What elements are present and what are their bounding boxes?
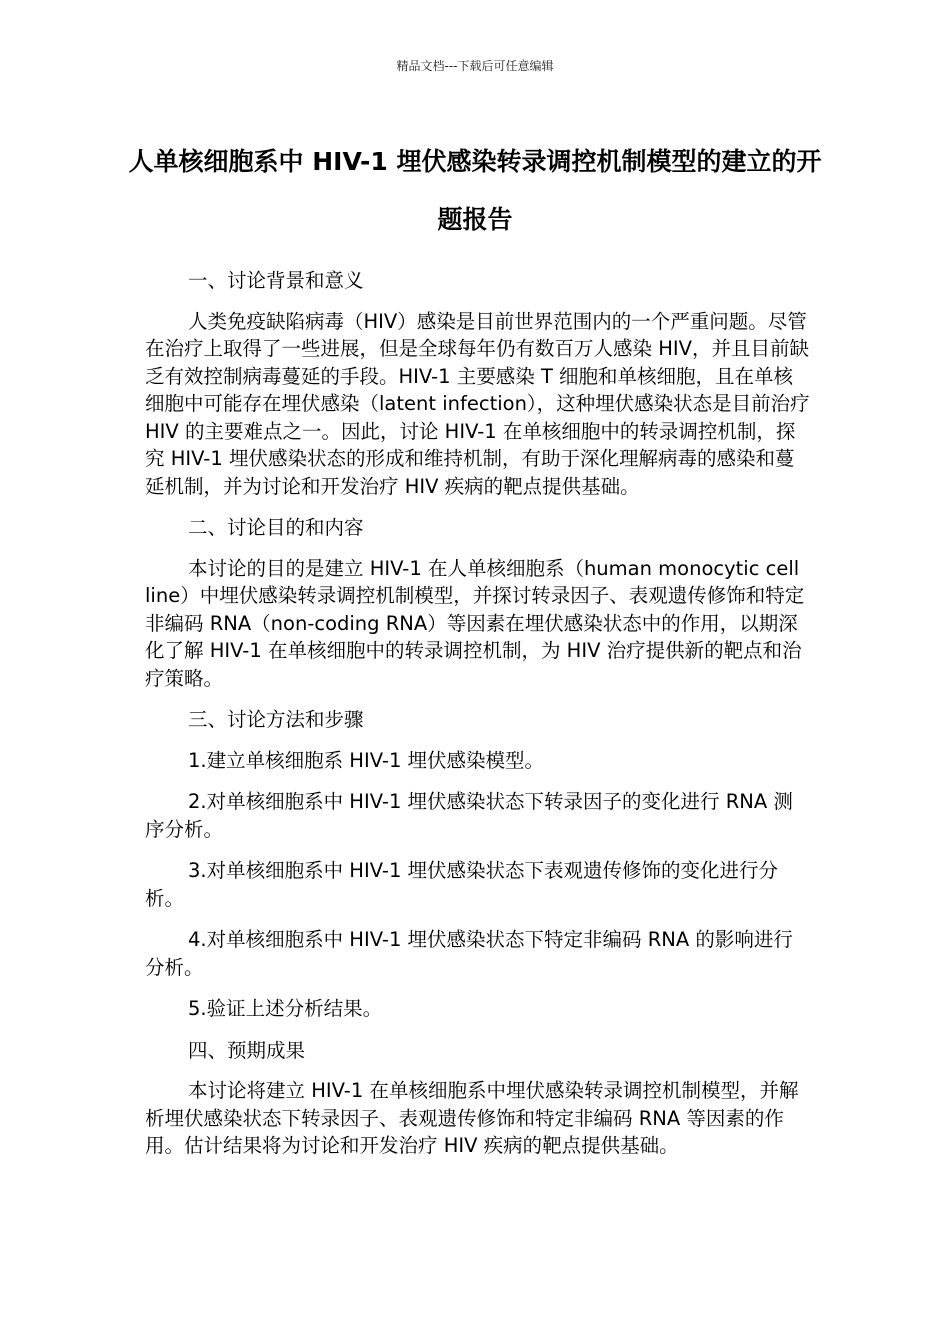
paragraph: 本讨论的目的是建立 HIV-1 在人单核细胞系（human monocytic cell line）中埋伏感染转录调控机制模型，并探讨转录因子、表观遗传修饰和特定非编码 RNA（non-coding RNA）等因素在埋伏感染状态中的作用，以期深化了解 HIV-1 在单核细胞中的转录调控机制，为 HIV 治疗提供新的靶点和治疗策略。 [145,556,805,690]
section-heading: 四、预期成果 [188,1038,306,1062]
method-step: 4.对单核细胞系中 HIV-1 埋伏感染状态下特定非编码 RNA 的影响进行分析。 [145,928,793,979]
method-step: 5.验证上述分析结果。 [188,997,383,1020]
section-heading: 一、讨论背景和意义 [188,269,364,292]
method-step: 1.建立单核细胞系 HIV-1 埋伏感染模型。 [188,748,545,772]
paragraph: 人类免疫缺陷病毒（HIV）感染是目前世界范围内的一个严重问题。尽管在治疗上取得了一些进展，但是全球每年仍有数百万人感染 HIV，并且目前缺乏有效控制病毒蔓延的手段。HIV-1 主要感染 T 细胞和单核细胞，且在单核细胞中可能存在埋伏感染（latent infection），这种埋伏感染状态是目前治疗 HIV 的主要难点之一。因此，讨论 HIV-1 在单核细胞中的转录调控机制，探究 HIV-1 埋伏感染状态的形成和维持机制，有助于深化理解病毒的感染和蔓延机制，并为讨论和开发治疗 HIV 疾病的靶点提供基础。 [145,309,810,498]
document-body [145,267,810,1174]
method-step: 2.对单核细胞系中 HIV-1 埋伏感染状态下转录因子的变化进行 RNA 测序分析。 [145,790,793,841]
method-step: 3.对单核细胞系中 HIV-1 埋伏感染状态下表观遗传修饰的变化进行分析。 [145,859,779,910]
page-title: 人单核细胞系中 HIV-1 埋伏感染转录调控机制模型的建立的开题报告 [128,147,822,234]
section-heading: 三、讨论方法和步骤 [188,708,364,731]
header-note: 精品文档---下载后可任意编辑 [396,59,554,73]
section-heading: 二、讨论目的和内容 [188,516,364,539]
paragraph: 本讨论将建立 HIV-1 在单核细胞系中埋伏感染转录调控机制模型，并解析埋伏感染状态下转录因子、表观遗传修饰和特定非编码 RNA 等因素的作用。估计结果将为讨论和开发治疗 HIV 疾病的靶点提供基础。 [145,1079,799,1157]
